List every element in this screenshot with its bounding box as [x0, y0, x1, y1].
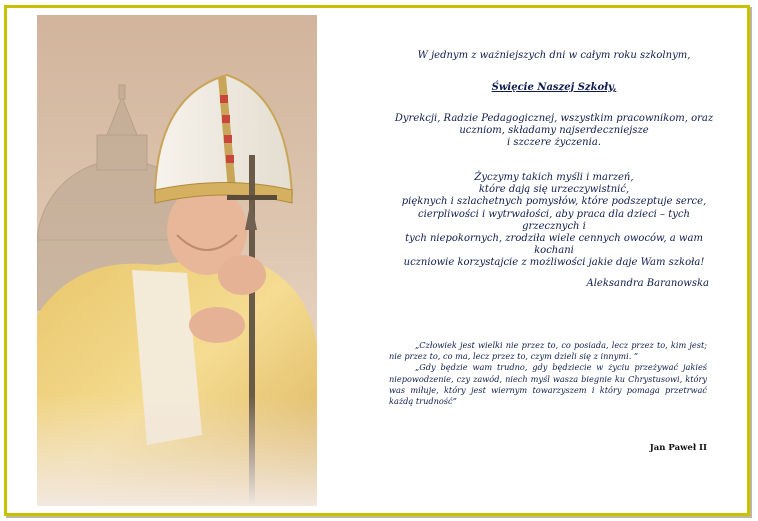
greeting-signature: Aleksandra Baranowska — [586, 278, 709, 289]
paragraph-line: i szczere życzenia. — [507, 137, 601, 149]
paragraph-line: uczniom, składamy najserdeczniejsze — [459, 125, 649, 137]
paragraph-line: Dyrekcji, Radzie Pedagogicznej, wszystkim pracownikom, oraz — [394, 113, 714, 124]
paragraph-line: uczniowie korzystajcie z możliwości jakie daje Wam szkoła! — [403, 257, 705, 269]
quote-author: Jan Paweł II — [649, 443, 707, 453]
portrait-illustration — [37, 15, 317, 506]
page-frame — [4, 5, 750, 516]
pope-portrait-image — [37, 15, 317, 506]
quote-paragraph-1: „Człowiek jest wielki nie przez to, co posiada, lecz przez to, kim jest; nie przez to, co ma, lecz przez to, czym dzieli się z innymi. ” — [389, 340, 707, 362]
paragraph-line: pięknych i szlachetnych pomysłów, które podszeptuje serce, — [401, 196, 707, 208]
greeting-paragraph-2 — [389, 172, 719, 270]
quote-block — [389, 340, 707, 407]
paragraph-line: tych niepokornych, zrodziła wiele cennych owoców, a wam kochani — [405, 233, 703, 257]
paragraph-line: Życzymy takich myśli i marzeń, — [474, 172, 634, 183]
paragraph-line: cierpliwości i wytrwałości, aby praca dla dzieci – tych grzecznych i — [418, 208, 690, 232]
quote-paragraph-2: „Gdy będzie wam trudno, gdy będziecie w życiu przeżywać jakieś niepowodzenie, czy zawód, niech myśl wasza biegnie ku Chrystusowi, który was miłuje, który jest wiernym towarzyszem i który pomaga przetrwać każdą trudność” — [389, 362, 707, 407]
school-day-title: Święcie Naszej Szkoły, — [491, 82, 617, 93]
greeting-paragraph-1 — [389, 113, 719, 150]
paragraph-line: które dają się urzeczywistnić, — [478, 184, 630, 196]
greeting-intro: W jednym z ważniejszych dni w całym roku szkolnym, — [417, 50, 691, 61]
